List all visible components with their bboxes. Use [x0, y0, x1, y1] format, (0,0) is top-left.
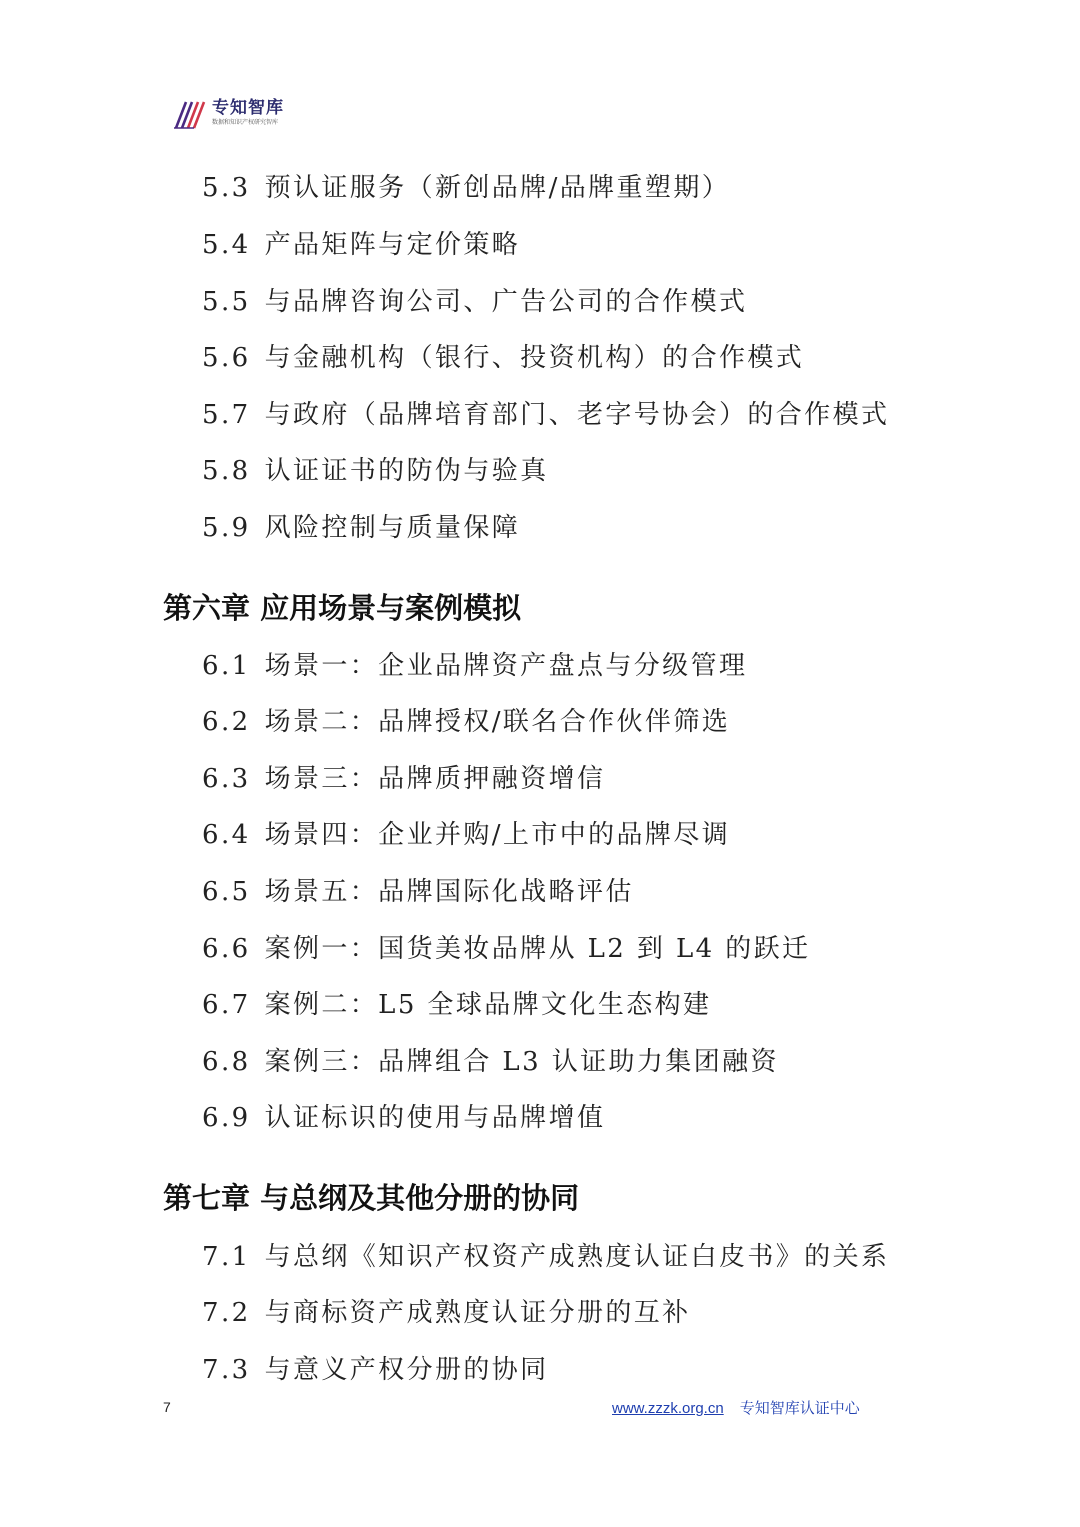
logo-subtitle: 数据和知识产权研究智库 — [212, 119, 279, 126]
toc-item-number: 5.6 — [202, 343, 251, 373]
toc-item-number: 6.8 — [202, 1047, 251, 1077]
toc-item-title: 场景四：企业并购/上市中的品牌尽调 — [264, 820, 731, 850]
toc-item-title: 与品牌咨询公司、广告公司的合作模式 — [264, 287, 748, 317]
toc-item-title: 预认证服务（新创品牌/品牌重塑期） — [264, 173, 731, 203]
chapter-6-heading[interactable]: 第六章 应用场景与案例模拟 — [163, 591, 522, 625]
toc-item-number: 6.9 — [202, 1103, 251, 1133]
toc-item-title: 案例三：品牌组合 L3 认证助力集团融资 — [264, 1047, 779, 1077]
toc-item-number: 7.1 — [202, 1242, 251, 1272]
toc-item-title: 与金融机构（银行、投资机构）的合作模式 — [264, 343, 805, 373]
toc-item-number: 7.3 — [202, 1355, 251, 1385]
page-header — [172, 98, 284, 138]
toc-item-6-4[interactable] — [202, 818, 730, 852]
toc-item-number: 6.5 — [202, 877, 251, 907]
toc-item-title: 认证标识的使用与品牌增值 — [264, 1103, 606, 1133]
toc-item-number: 5.5 — [202, 287, 251, 317]
toc-item-6-3[interactable] — [202, 762, 605, 796]
toc-item-number: 7.2 — [202, 1298, 251, 1328]
toc-item-6-6[interactable] — [202, 932, 810, 966]
toc-item-number: 5.9 — [202, 513, 251, 543]
toc-item-6-8[interactable] — [202, 1045, 779, 1079]
toc-item-7-1[interactable] — [202, 1240, 889, 1274]
toc-item-6-2[interactable] — [202, 705, 730, 739]
toc-item-number: 6.3 — [202, 764, 251, 794]
toc-item-5-9[interactable] — [202, 511, 520, 545]
toc-item-title: 与总纲《知识产权资产成熟度认证白皮书》的关系 — [264, 1242, 890, 1272]
toc-item-number: 6.1 — [202, 651, 251, 681]
chapter-7-heading[interactable]: 第七章 与总纲及其他分册的协同 — [163, 1181, 580, 1215]
toc-item-title: 案例二：L5 全球品牌文化生态构建 — [264, 990, 712, 1020]
footer-organization: 专知智库认证中心 — [739, 1399, 860, 1417]
toc-item-title: 场景二：品牌授权/联名合作伙伴筛选 — [264, 707, 731, 737]
toc-item-title: 风险控制与质量保障 — [264, 513, 521, 543]
toc-item-6-5[interactable] — [202, 875, 634, 909]
toc-item-7-2[interactable] — [202, 1296, 691, 1330]
toc-item-title: 与商标资产成熟度认证分册的互补 — [264, 1298, 691, 1328]
toc-item-number: 5.4 — [202, 230, 251, 260]
website-link[interactable]: www.zzzk.org.cn — [612, 1400, 724, 1417]
toc-item-title: 案例一：国货美妆品牌从 L2 到 L4 的跃迁 — [264, 934, 811, 964]
toc-item-number: 6.2 — [202, 707, 251, 737]
toc-item-title: 场景一：企业品牌资产盘点与分级管理 — [264, 651, 748, 681]
page-number: 7 — [163, 1399, 171, 1415]
logo-text — [212, 98, 284, 127]
toc-item-5-7[interactable] — [202, 398, 889, 432]
toc-item-title: 与意义产权分册的协同 — [264, 1355, 549, 1385]
toc-item-6-9[interactable] — [202, 1101, 605, 1135]
toc-item-5-3[interactable] — [202, 171, 730, 205]
toc-item-title: 产品矩阵与定价策略 — [264, 230, 521, 260]
page-footer — [612, 1397, 860, 1418]
toc-item-title: 场景五：品牌国际化战略评估 — [264, 877, 634, 907]
toc-item-title: 与政府（品牌培育部门、老字号协会）的合作模式 — [264, 400, 890, 430]
toc-item-number: 5.7 — [202, 400, 251, 430]
toc-item-7-3[interactable] — [202, 1353, 549, 1387]
toc-item-title: 认证证书的防伪与验真 — [264, 456, 549, 486]
toc-item-5-4[interactable] — [202, 228, 520, 262]
toc-item-number: 6.4 — [202, 820, 251, 850]
toc-item-number: 6.7 — [202, 990, 251, 1020]
toc-item-6-1[interactable] — [202, 649, 747, 683]
zzzk-logo-icon — [172, 98, 206, 132]
logo-name: 专知智库 — [212, 98, 284, 118]
toc-item-5-5[interactable] — [202, 285, 747, 319]
toc-item-5-8[interactable] — [202, 454, 549, 488]
toc-item-6-7[interactable] — [202, 988, 711, 1022]
toc-item-number: 6.6 — [202, 934, 251, 964]
toc-item-title: 场景三：品牌质押融资增信 — [264, 764, 606, 794]
toc-item-number: 5.3 — [202, 173, 251, 203]
toc-item-number: 5.8 — [202, 456, 251, 486]
toc-item-5-6[interactable] — [202, 341, 804, 375]
